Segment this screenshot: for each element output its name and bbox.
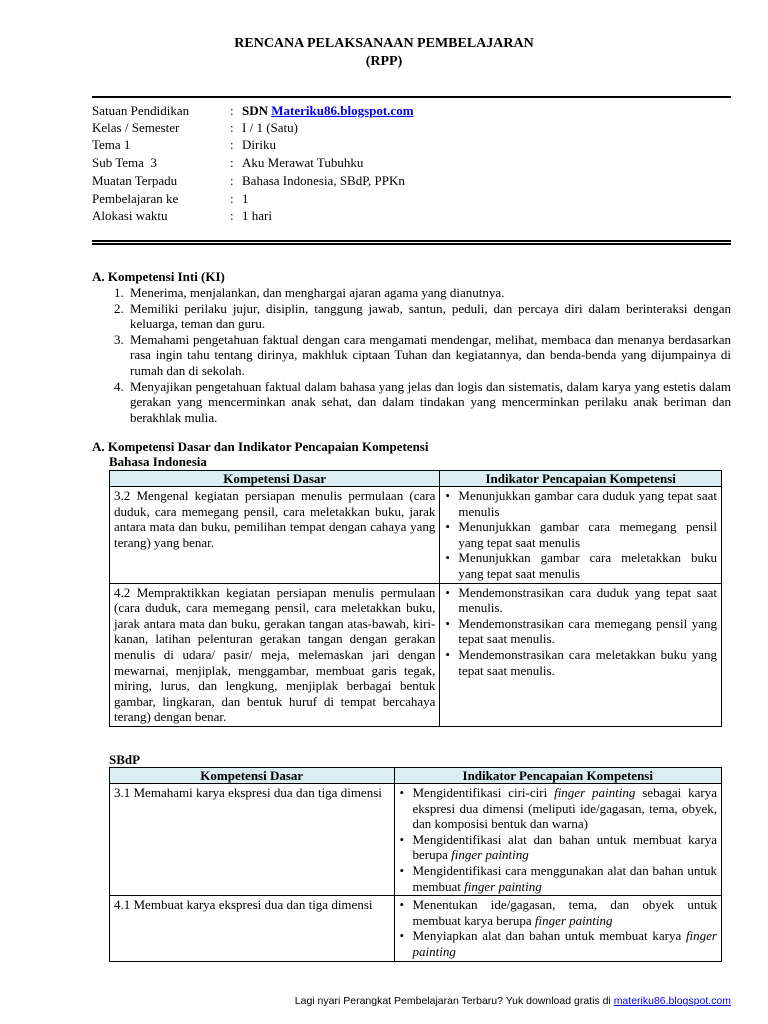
info-key: Sub Tema 3 — [92, 155, 157, 170]
indicator-item: • Menunjukkan gambar cara duduk yang tepat saat menulis — [444, 488, 717, 519]
info-key: Kelas / Semester — [92, 120, 180, 135]
table-row — [110, 896, 722, 961]
indicator-item: • Mendemonstrasikan cara meletakkan buku yang tepat saat menulis. — [444, 647, 717, 678]
indicator-item: • Mendemonstrasikan cara duduk yang tepat saat menulis. — [444, 585, 717, 616]
document-subtitle: (RPP) — [365, 54, 403, 69]
info-value: Aku Merawat Tubuhku — [242, 155, 364, 170]
sbdp-label: SBdP — [109, 752, 141, 767]
info-colon: : — [230, 120, 234, 135]
footer — [295, 995, 731, 1007]
bahasa-label: Bahasa Indonesia — [109, 454, 207, 469]
list-item: 4. Menyajikan pengetahuan faktual dalam bahasa yang jelas dan logis dan sistematis, dalam karya yang estetis dalam gerakan yang mencerminkan anak sehat, dan dalam tindakan yang mencerminkan perilaku anak beriman dan berakhlak mulia. — [127, 379, 731, 426]
table-row — [110, 487, 722, 584]
footer-text: Lagi nyari Perangkat Pembelajaran Terbaru? Yuk download gratis di — [294, 995, 614, 1007]
indicator-item: • Mengidentifikasi ciri-ciri finger painting sebagai karya ekspresi dua dimensi (meliputi ide/gagasan, tema, obyek, dan komposisi bentuk dan warna) — [399, 785, 718, 832]
kd-cell: 4.2 Mempraktikkan kegiatan persiapan menulis permulaan (cara duduk, cara memegang pensil, cara meletakkan buku, jarak antara mata dan buku, gerakan tangan atas-bawah, kiri-kanan, latihan pelenturan gerakan tangan dengan gerakan menulis di udara/ pasir/ meja, melemaskan jari dengan mewarnai, menjiplak, menggambar, membuat garis tegak, miring, lurus, dan lengkung, menjiplak berbagai bentuk gambar, lingkaran, dan bentuk huruf di tempat bercahaya terang) dengan benar. — [110, 583, 440, 726]
info-key: Pembelajaran ke — [92, 191, 179, 206]
table-row — [110, 784, 722, 896]
kd-cell: 3.2 Mengenal kegiatan persiapan menulis permulaan (cara duduk, cara memegang pensil, cara meletakkan buku, jarak antara mata dan buku, pemilihan tempat dengan cahaya yang terang) yang benar. — [110, 487, 440, 584]
ki-heading: A. Kompetensi Inti (KI) — [92, 269, 225, 284]
ki-list — [92, 285, 731, 425]
indicator-item: • Mengidentifikasi alat dan bahan untuk membuat karya berupa finger painting — [399, 832, 718, 863]
ipk-cell — [394, 896, 722, 961]
indicator-item: • Menunjukkan gambar cara meletakkan buku yang tepat saat menulis — [444, 550, 717, 581]
ipk-cell — [440, 583, 722, 726]
column-header-ipk: Indikator Pencapaian Kompetensi — [394, 768, 722, 784]
footer-link[interactable]: materiku86.blogspot.com — [613, 995, 731, 1007]
info-value: Diriku — [242, 137, 276, 152]
indicator-item: • Menunjukkan gambar cara memegang pensil yang tepat saat menulis — [444, 519, 717, 550]
table-header-row — [110, 471, 722, 487]
kd-cell: 4.1 Membuat karya ekspresi dua dan tiga dimensi — [110, 896, 395, 961]
info-value: 1 — [242, 191, 249, 206]
info-colon: : — [230, 173, 234, 188]
school-link[interactable]: Materiku86.blogspot.com — [271, 103, 414, 118]
info-key: Tema 1 — [92, 137, 131, 152]
info-key: Satuan Pendidikan — [92, 103, 190, 118]
school-prefix: SDN — [242, 103, 269, 118]
info-value: Bahasa Indonesia, SBdP, PPKn — [242, 173, 405, 188]
ipk-cell — [440, 487, 722, 584]
info-colon: : — [230, 103, 234, 118]
table-header-row — [110, 768, 722, 784]
info-colon: : — [230, 137, 234, 152]
list-item: 3. Memahami pengetahuan faktual dengan cara mengamati mendengar, melihat, membaca dan menanya berdasarkan rasa ingin tahu tentang dirinya, makhluk ciptaan Tuhan dan kegiatannya, dan benda-benda yang dijumpainya di rumah dan di sekolah. — [127, 332, 731, 379]
table-row — [110, 583, 722, 726]
info-value: 1 hari — [242, 208, 272, 223]
info-value — [242, 102, 414, 119]
info-key: Alokasi waktu — [92, 208, 168, 223]
document-title: RENCANA PELAKSANAAN PEMBELAJARAN — [234, 36, 534, 51]
column-header-ipk: Indikator Pencapaian Kompetensi — [440, 471, 722, 487]
kd-heading: A. Kompetensi Dasar dan Indikator Pencapaian Kompetensi — [92, 439, 429, 454]
list-item: 1. Menerima, menjalankan, dan menghargai ajaran agama yang dianutnya. — [127, 285, 731, 301]
bahasa-table — [109, 470, 722, 727]
indicator-item: • Menyiapkan alat dan bahan untuk membuat karya finger painting — [399, 928, 718, 959]
info-value: I / 1 (Satu) — [242, 120, 298, 135]
kd-cell: 3.1 Memahami karya ekspresi dua dan tiga dimensi — [110, 784, 395, 896]
indicator-item: • Menentukan ide/gagasan, tema, dan obyek untuk membuat karya berupa finger painting — [399, 897, 718, 928]
sbdp-table — [109, 767, 722, 962]
info-divider — [92, 240, 731, 245]
indicator-item: • Mendemonstrasikan cara memegang pensil yang tepat saat menulis. — [444, 616, 717, 647]
info-key: Muatan Terpadu — [92, 173, 178, 188]
info-colon: : — [230, 191, 234, 206]
column-header-kd: Kompetensi Dasar — [110, 471, 440, 487]
indicator-item: • Mengidentifikasi cara menggunakan alat dan bahan untuk membuat finger painting — [399, 863, 718, 894]
ipk-cell — [394, 784, 722, 896]
info-colon: : — [230, 208, 234, 223]
info-colon: : — [230, 155, 234, 170]
header-divider — [92, 96, 731, 98]
column-header-kd: Kompetensi Dasar — [110, 768, 395, 784]
list-item: 2. Memiliki perilaku jujur, disiplin, tanggung jawab, santun, peduli, dan percaya diri dalam berinteraksi dengan keluarga, teman dan guru. — [127, 301, 731, 332]
